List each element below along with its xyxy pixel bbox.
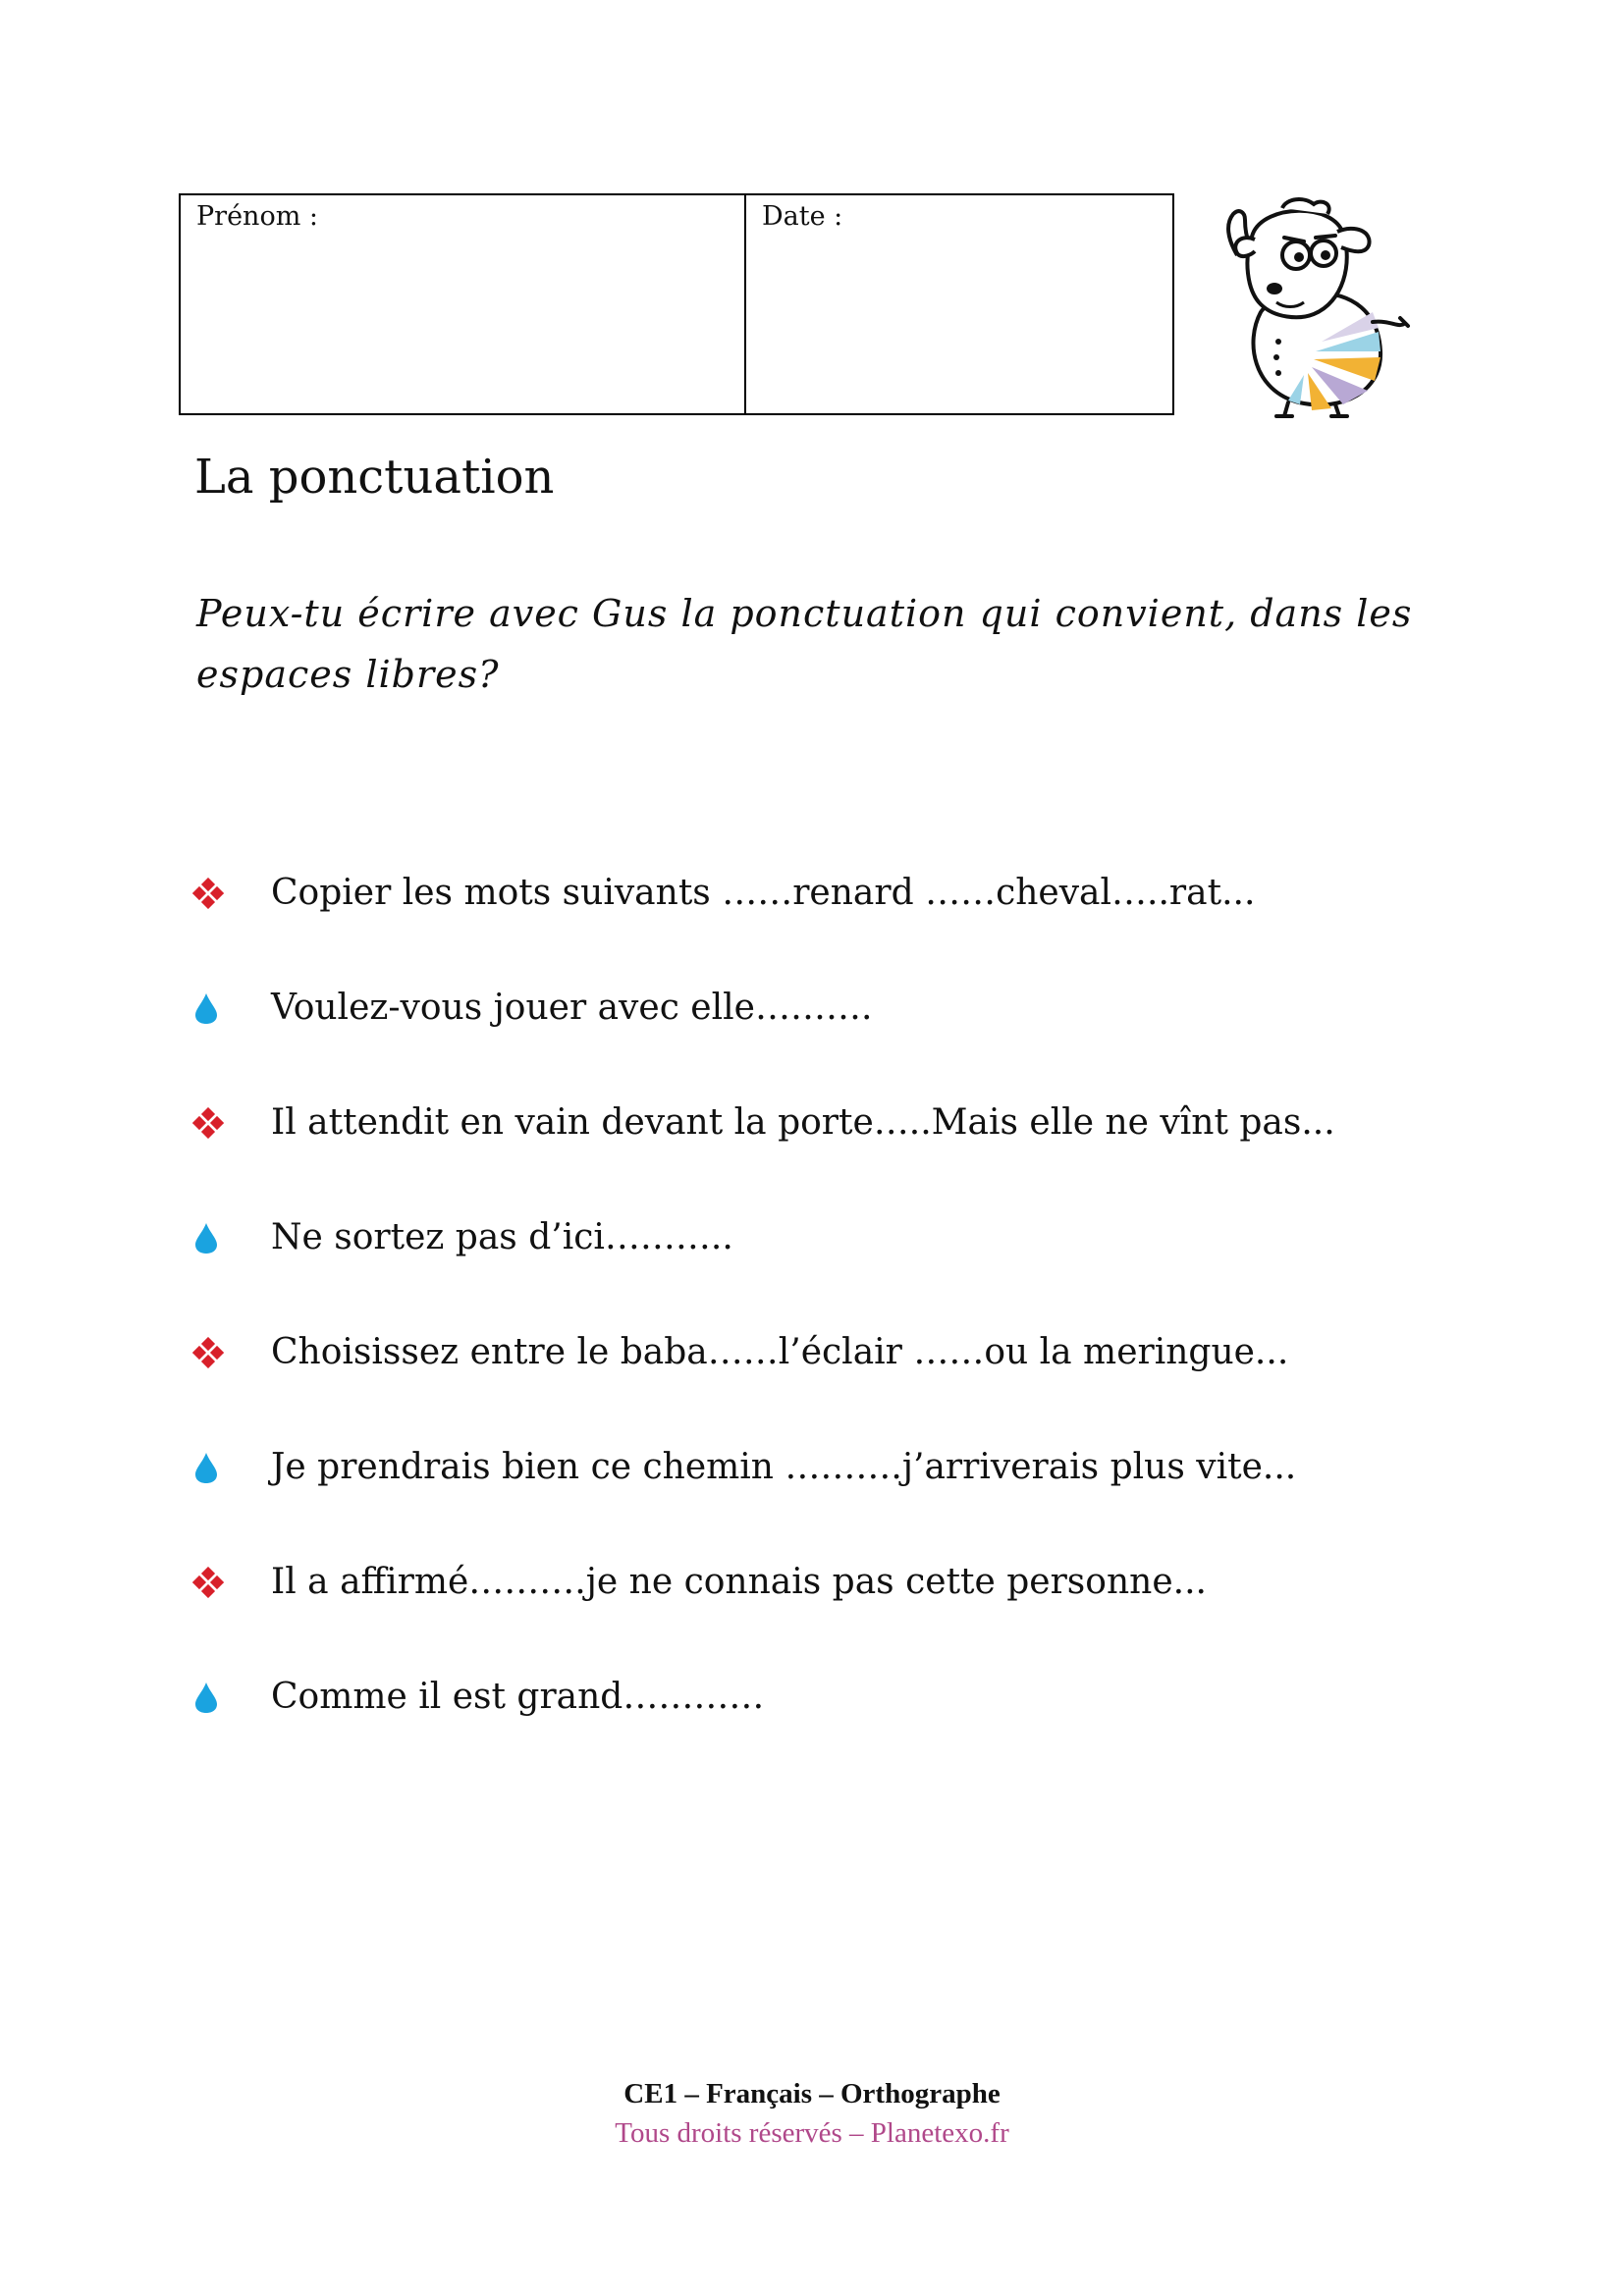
name-field[interactable] bbox=[181, 195, 746, 413]
gus-mascot-icon bbox=[1206, 194, 1414, 420]
worksheet-title: La ponctuation bbox=[194, 450, 555, 505]
exercise-text: Je prendrais bien ce chemin ……….j’arriverais plus vite... bbox=[271, 1447, 1297, 1487]
exercise-text: Choisissez entre le baba……l’éclair ……ou la meringue... bbox=[271, 1332, 1289, 1372]
date-field[interactable] bbox=[746, 195, 1172, 413]
red-diamond-icon bbox=[192, 874, 271, 913]
blue-drop-icon bbox=[192, 988, 271, 1028]
exercise-text: Il attendit en vain devant la porte…..Mais elle ne vînt pas... bbox=[271, 1102, 1335, 1143]
exercise-item bbox=[192, 872, 1335, 987]
exercise-item bbox=[192, 1561, 1335, 1676]
exercise-item bbox=[192, 1101, 1335, 1216]
red-diamond-icon bbox=[192, 1333, 271, 1372]
exercise-item bbox=[192, 1676, 1335, 1790]
exercise-text: Comme il est grand………… bbox=[271, 1677, 765, 1717]
name-label: Prénom : bbox=[196, 201, 318, 232]
exercise-text: Copier les mots suivants ……renard ……cheval…..rat... bbox=[271, 873, 1256, 913]
exercise-item bbox=[192, 1446, 1335, 1561]
blue-drop-icon bbox=[192, 1218, 271, 1257]
footer-rights: Tous droits réservés – Planetexo.fr bbox=[615, 2117, 1009, 2149]
exercise-list bbox=[192, 872, 1335, 1790]
exercise-text: Ne sortez pas d’ici……….. bbox=[271, 1217, 733, 1257]
date-label: Date : bbox=[762, 201, 843, 232]
red-diamond-icon bbox=[192, 1563, 271, 1602]
student-info-box bbox=[179, 193, 1174, 415]
exercise-text: Il a affirmé……….je ne connais pas cette personne... bbox=[271, 1562, 1207, 1602]
blue-drop-icon bbox=[192, 1678, 271, 1717]
exercise-item bbox=[192, 1331, 1335, 1446]
blue-drop-icon bbox=[192, 1448, 271, 1487]
exercise-item bbox=[192, 987, 1335, 1101]
red-diamond-icon bbox=[192, 1103, 271, 1143]
instruction-text: Peux-tu écrire avec Gus la ponctuation qui convient, dans les espaces libres? bbox=[196, 592, 1413, 696]
exercise-item bbox=[192, 1216, 1335, 1331]
exercise-text: Voulez-vous jouer avec elle………. bbox=[271, 988, 873, 1028]
footer-level: CE1 – Français – Orthographe bbox=[623, 2078, 1001, 2109]
